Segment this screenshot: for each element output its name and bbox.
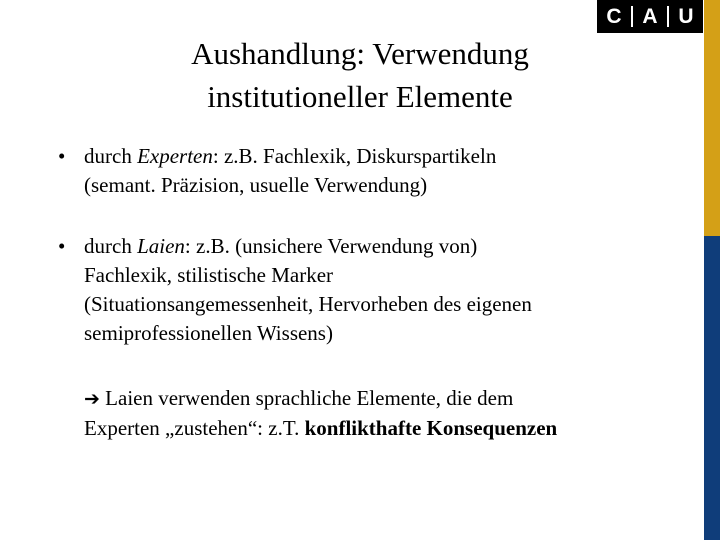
bullet-dot: •	[58, 234, 66, 258]
bullet-line	[58, 232, 658, 261]
logo-letter-a: A	[642, 5, 658, 28]
title-line-1: Aushandlung: Verwendung	[191, 36, 529, 71]
bullet-laien	[58, 232, 658, 348]
bullet-prefix: durch	[84, 234, 138, 258]
bullet-emphasis: Laien	[137, 234, 185, 258]
side-bar-gold	[704, 0, 720, 236]
title-line-2: institutioneller Elemente	[207, 79, 513, 114]
bullet-line: semiprofessionellen Wissens)	[84, 321, 333, 345]
arrow-right-icon: ➔	[84, 388, 100, 410]
bullet-prefix: durch	[84, 144, 138, 168]
slide-title	[100, 32, 620, 118]
conclusion-text: Experten „zustehen“: z.T.	[84, 416, 305, 440]
bullet-dot: •	[58, 144, 66, 168]
logo-letter-u: U	[678, 5, 694, 28]
conclusion-line	[84, 384, 684, 414]
bullet-text: : z.B. (unsichere Verwendung von)	[184, 234, 478, 258]
bullet-line: Fachlexik, stilistische Marker	[84, 263, 334, 287]
cau-logo	[597, 0, 703, 33]
side-bar-blue	[704, 236, 720, 540]
bullet-line: (semant. Präzision, usuelle Verwendung)	[84, 173, 428, 197]
logo-letter-c: C	[606, 5, 622, 28]
conclusion	[84, 384, 684, 443]
bullet-text: : z.B. Fachlexik, Diskurspartikeln	[212, 144, 497, 168]
bullet-line	[58, 142, 658, 171]
bullet-experten	[58, 142, 658, 200]
conclusion-text: Laien verwenden sprachliche Elemente, die dem	[99, 386, 514, 410]
bullet-line: (Situationsangemessenheit, Hervorheben des eigenen	[84, 292, 532, 316]
conclusion-line	[84, 414, 684, 443]
conclusion-bold: konflikthafte Konsequenzen	[304, 416, 558, 440]
bullet-emphasis: Experten	[137, 144, 213, 168]
